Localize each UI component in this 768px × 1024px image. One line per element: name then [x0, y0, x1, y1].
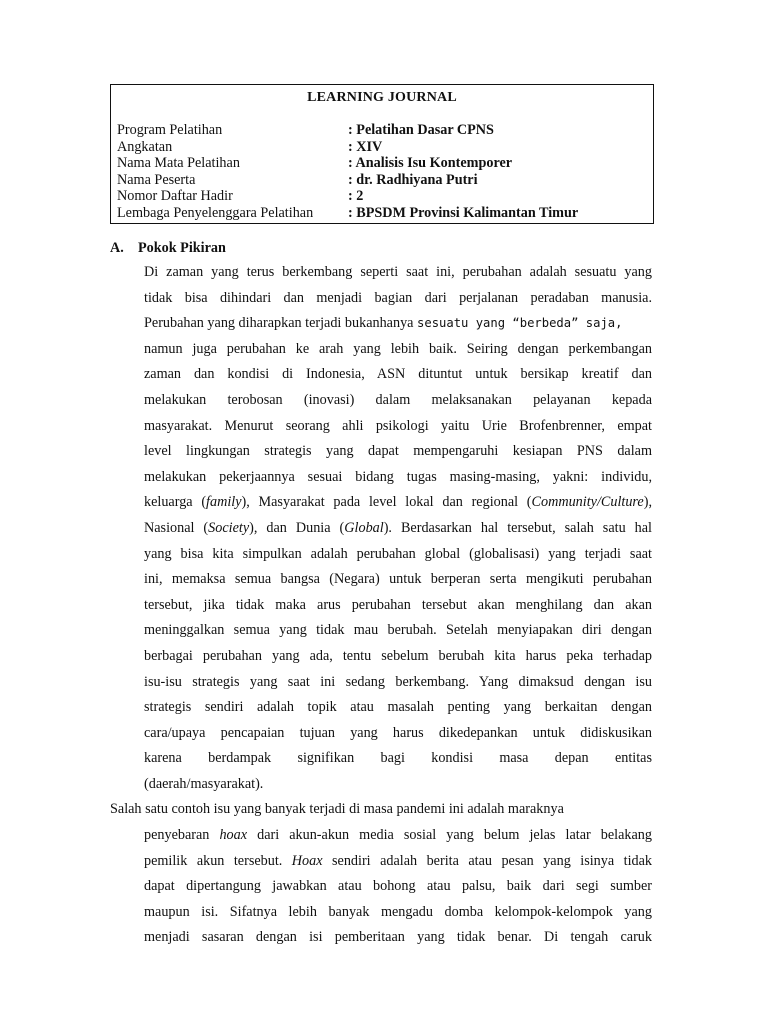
info-value: : 2	[348, 188, 364, 205]
text-line: melakukan pekerjaannya sesuai bidang tugas masing-masing, yakni: individu,	[144, 468, 652, 485]
journal-header-box	[110, 84, 654, 224]
text-line: Salah satu contoh isu yang banyak terjadi di masa pandemi ini adalah maraknya	[110, 801, 564, 818]
journal-info-table	[117, 122, 649, 222]
info-row-angkatan	[117, 139, 649, 156]
text-line: maupun isi. Sifatnya lebih banyak mengadu domba kelompok-kelompok yang	[144, 903, 652, 920]
info-value: : Pelatihan Dasar CPNS	[348, 122, 494, 138]
body-text	[110, 260, 652, 951]
info-row-program	[117, 122, 649, 139]
section-title: Pokok Pikiran	[138, 240, 226, 256]
text-line: dapat dipertangung jawabkan atau bohong atau palsu, baik dari segi sumber	[144, 878, 652, 895]
text-line: tersebut, jika tidak maka arus perubahan tersebut akan menghilang dan akan	[144, 596, 652, 613]
text-line: penyebaran hoax dari akun-akun media sosial yang belum jelas latar belakang	[144, 827, 652, 844]
text-line: yang bisa kita simpulkan adalah perubahan global (globalisasi) yang terjadi saat	[144, 545, 652, 562]
text-line: pemilik akun tersebut. Hoax sendiri adalah berita atau pesan yang isinya tidak	[144, 852, 652, 869]
info-row-nama-peserta	[117, 172, 649, 189]
section-heading	[110, 240, 226, 257]
info-row-nomor-daftar-hadir	[117, 188, 649, 205]
text-line: Perubahan yang diharapkan terjadi bukanhanya sesuatu yang “berbeda” saja,	[144, 315, 623, 332]
info-label: Nomor Daftar Hadir	[117, 188, 233, 205]
text-line: level lingkungan strategis yang dapat mempengaruhi kesiapan PNS dalam	[144, 443, 652, 460]
text-line: meninggalkan semua yang tidak mau berubah. Setelah menyiapakan diri dengan	[144, 622, 652, 639]
info-label: Lembaga Penyelenggara Pelatihan	[117, 204, 314, 221]
paragraph-1	[144, 260, 652, 797]
text-line: isu-isu strategis yang saat ini sedang berkembang. Yang dimaksud dengan isu	[144, 673, 652, 690]
info-row-mata-pelatihan	[117, 155, 649, 172]
section-number: A.	[110, 240, 124, 256]
info-label: Program Pelatihan	[117, 122, 223, 138]
paragraph-2	[110, 797, 652, 951]
text-line: zaman dan kondisi di Indonesia, ASN dituntut untuk bersikap kreatif dan	[144, 366, 652, 383]
text-line: (daerah/masyarakat).	[144, 775, 264, 792]
info-label: Nama Peserta	[117, 171, 196, 188]
text-line: Di zaman yang terus berkembang seperti saat ini, perubahan adalah sesuatu yang	[144, 264, 652, 280]
info-label: Nama Mata Pelatihan	[117, 155, 240, 172]
info-value: : Analisis Isu Kontemporer	[348, 155, 513, 172]
text-line: melakukan terobosan (inovasi) dalam melaksanakan pelayanan kepada	[144, 391, 652, 408]
text-line: namun juga perubahan ke arah yang lebih baik. Seiring dengan perkembangan	[144, 340, 652, 357]
text-line: tidak bisa dihindari dan menjadi bagian dari perjalanan peradaban manusia.	[144, 289, 652, 306]
info-row-lembaga	[117, 205, 649, 222]
text-line: masyarakat. Menurut seorang ahli psikologi yaitu Urie Brofenbrenner, empat	[144, 417, 652, 434]
text-line: ini, memaksa semua bangsa (Negara) untuk berperan serta mengikuti perubahan	[144, 571, 652, 588]
text-line: karena berdampak signifikan bagi kondisi masa depan entitas	[144, 750, 652, 767]
journal-title: LEARNING JOURNAL	[307, 90, 457, 105]
text-line: keluarga (family), Masyarakat pada level lokal dan regional (Community/Culture),	[144, 494, 652, 511]
text-line: berbagai perubahan yang ada, tentu sebelum berubah kita harus peka terhadap	[144, 647, 652, 664]
info-value: : dr. Radhiyana Putri	[348, 171, 478, 188]
text-line: strategis sendiri adalah topik atau masalah penting yang berkaitan dengan	[144, 699, 652, 716]
text-line: cara/upaya pencapaian tujuan yang harus dikedepankan untuk didiskusikan	[144, 724, 652, 741]
text-line: Nasional (Society), dan Dunia (Global). Berdasarkan hal tersebut, salah satu hal	[144, 519, 652, 536]
mono-phrase: sesuatu yang “berbeda” saja,	[417, 316, 623, 331]
info-value: : BPSDM Provinsi Kalimantan Timur	[348, 204, 579, 221]
text-line: menjadi sasaran dengan isi pemberitaan yang tidak benar. Di tengah caruk	[144, 929, 652, 946]
info-label: Angkatan	[117, 138, 173, 155]
info-value: : XIV	[348, 138, 383, 155]
